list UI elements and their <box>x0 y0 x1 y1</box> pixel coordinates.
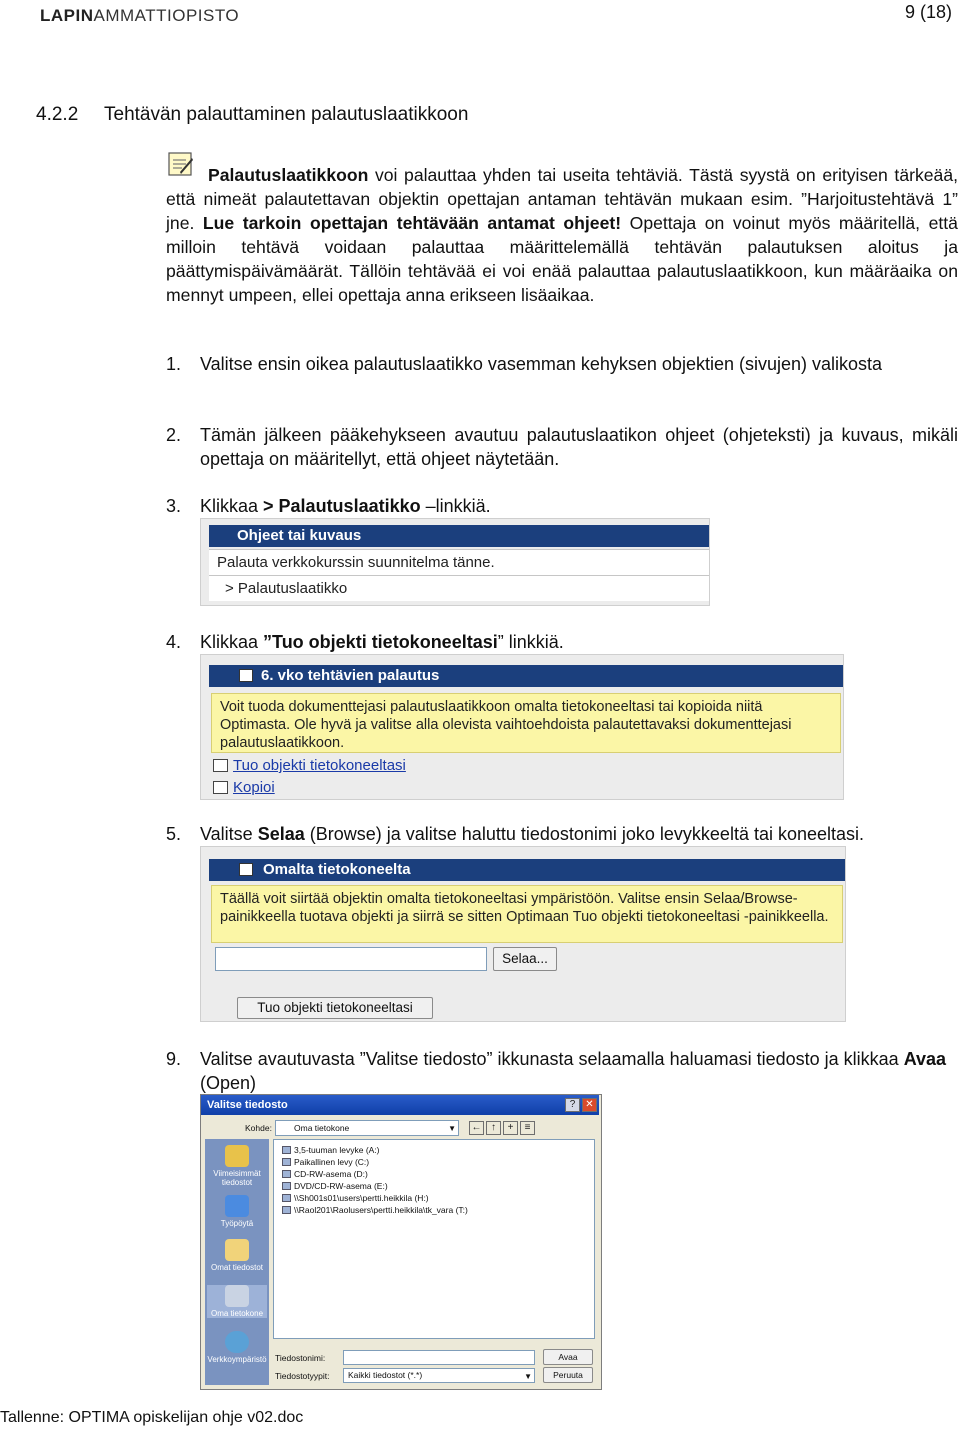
filename-input[interactable] <box>343 1350 535 1365</box>
upload-icon <box>213 759 228 772</box>
step-4 <box>166 630 958 654</box>
import-button[interactable]: Tuo objekti tietokoneeltasi <box>237 997 433 1019</box>
heading-number: 4.2.2 <box>36 104 79 125</box>
recent-icon <box>225 1145 249 1167</box>
section-heading <box>36 104 468 126</box>
logo-rest: AMMATTIOPISTO <box>93 6 240 25</box>
step-4-number: 4. <box>166 632 182 652</box>
intro-paragraph <box>166 163 958 307</box>
instructions-header <box>209 525 709 547</box>
heading-title: Tehtävän palauttaminen palautuslaatikkoon <box>104 104 469 125</box>
file-list[interactable] <box>273 1139 595 1339</box>
upload-header-title: Omalta tietokoneelta <box>263 861 411 878</box>
step-2-number: 2. <box>166 425 182 445</box>
computer-icon <box>239 863 253 876</box>
place-computer-label: Oma tietokone <box>210 1309 264 1318</box>
intro-rest: Opettaja on voinut myös määritellä, että milloin tehtävä voidaan palauttaa määrittelemällä tehtävän palautuksen aloitus ja päättymispäivämäärät. Tällöin tehtävää ei voi enää palauttaa palautuslaatikkoon, kun määräaika on mennyt umpeen, ellei opettaja anna erikseen lisäaikaa. <box>166 213 958 305</box>
intro-lead: Palautuslaatikkoon <box>208 165 369 185</box>
new-folder-icon[interactable]: + <box>503 1121 518 1135</box>
step-4-bold: ”Tuo objekti tietokoneeltasi <box>263 632 498 652</box>
screenshot-upload <box>200 846 846 1022</box>
header-logo <box>40 6 239 26</box>
step-2-text: Tämän jälkeen pääkehykseen avautuu palautuslaatikon ohjeet (ohjeteksti) ja kuvaus, mikäli opettaja on määritellyt, että ohjeet näytetään. <box>200 425 958 469</box>
chevron-down-icon: ▼ <box>524 1372 532 1381</box>
step-4-post: ” linkkiä. <box>497 632 564 652</box>
documents-icon <box>225 1239 249 1261</box>
place-computer[interactable] <box>207 1285 267 1318</box>
help-button[interactable]: ? <box>565 1098 580 1112</box>
page-icon <box>239 669 253 682</box>
instructions-text: Palauta verkkokurssin suunnitelma tänne. <box>209 549 709 575</box>
file-path-input[interactable] <box>215 947 487 971</box>
list-item[interactable]: 3,5-tuuman levyke (A:) <box>280 1144 580 1156</box>
close-button[interactable]: ✕ <box>582 1098 597 1112</box>
instructions-header-title: Ohjeet tai kuvaus <box>237 527 362 544</box>
up-folder-icon[interactable]: ↑ <box>486 1121 501 1135</box>
place-desktop[interactable] <box>207 1195 267 1228</box>
place-network[interactable] <box>207 1331 267 1364</box>
place-recent[interactable] <box>207 1145 267 1187</box>
open-button[interactable]: Avaa <box>543 1349 593 1365</box>
logo-bold: LAPIN <box>40 6 94 25</box>
list-item[interactable]: Paikallinen levy (C:) <box>280 1156 580 1168</box>
cancel-button[interactable]: Peruuta <box>543 1367 593 1383</box>
step-3-post: –linkkiä. <box>420 496 491 516</box>
step-1-number: 1. <box>166 354 182 374</box>
step-5-pre: Valitse <box>200 824 258 844</box>
lookin-label: Kohde: <box>245 1123 272 1133</box>
step-9-bold: Avaa <box>903 1049 947 1069</box>
dropbox-link[interactable]: > Palautuslaatikko <box>209 575 709 601</box>
place-documents[interactable] <box>207 1239 267 1272</box>
step-1-text: Valitse ensin oikea palautuslaatikko vasemman kehyksen objektien (sivujen) valikosta <box>200 354 883 374</box>
dialog-title: Valitse tiedosto <box>207 1099 288 1111</box>
step-3 <box>166 494 958 518</box>
filename-label: Tiedostonimi: <box>275 1353 326 1363</box>
step-9-pre: Valitse avautuvasta ”Valitse tiedosto” ikkunasta selaamalla haluamasi tiedosto ja klikkaa <box>200 1049 904 1069</box>
view-menu-icon[interactable]: ≡ <box>520 1121 535 1135</box>
filetype-label: Tiedostotyypit: <box>275 1371 330 1381</box>
list-item[interactable]: \\Sh001s01\users\pertti.heikkila (H:) <box>280 1192 580 1204</box>
upload-from-computer-link[interactable]: Tuo objekti tietokoneeltasi <box>233 757 406 774</box>
file-list-items <box>280 1144 580 1216</box>
chevron-down-icon: ▼ <box>448 1124 456 1133</box>
step-5-bold: Selaa <box>257 824 305 844</box>
dropbox-header <box>209 665 843 687</box>
lookin-value: Oma tietokone <box>294 1123 350 1133</box>
dialog-titlebar <box>201 1095 599 1115</box>
page-number: 9 (18) <box>904 2 952 22</box>
step-9-number: 9. <box>166 1049 182 1069</box>
intro-emphasis: Lue tarkoin opettajan tehtävään antamat ohjeet! <box>202 213 622 233</box>
place-recent-label: Viimeisimmät tiedostot <box>213 1169 261 1187</box>
file-dialog <box>200 1094 602 1390</box>
lookin-select[interactable] <box>275 1120 459 1136</box>
intro-lead-rest: voi palauttaa yhden tai useita tehtäviä. Tästä syystä on erityisen tärkeää, että nimeät palautettavan objektin opettajan antaman tehtävän mukaan esim. ”Harjoitustehtävä 1” jne. <box>166 165 958 233</box>
upload-header <box>209 859 845 881</box>
browse-button[interactable]: Selaa... <box>493 947 557 971</box>
step-2 <box>166 423 958 471</box>
step-3-number: 3. <box>166 496 182 516</box>
footer-filename: Tallenne: OPTIMA opiskelijan ohje v02.doc <box>0 1409 304 1426</box>
screenshot-instructions <box>200 518 710 606</box>
step-5 <box>166 822 958 846</box>
step-9-post: (Open) <box>200 1073 257 1093</box>
copy-icon <box>213 781 228 794</box>
filetype-value: Kaikki tiedostot (*.*) <box>348 1370 423 1380</box>
step-5-post: (Browse) ja valitse haluttu tiedostonimi joko levykkeeltä tai koneeltasi. <box>304 824 865 844</box>
step-4-pre: Klikkaa <box>200 632 264 652</box>
dropbox-notice: Voit tuoda dokumenttejasi palautuslaatikkoon omalta tietokoneeltasi tai kopioida niitä Optimasta. Ole hyvä ja valitse alla olevista vaihtoehdoista palautettavaksi dokumenttejasi palautuslaatikkoon. <box>211 693 841 753</box>
place-network-label: Verkkoympäristö <box>207 1355 267 1364</box>
dropbox-header-title: 6. vko tehtävien palautus <box>261 667 440 684</box>
desktop-icon <box>225 1195 249 1217</box>
places-bar <box>205 1139 269 1385</box>
place-desktop-label: Työpöytä <box>220 1219 254 1228</box>
copy-link[interactable]: Kopioi <box>233 779 275 796</box>
list-item[interactable]: CD-RW-asema (D:) <box>280 1168 580 1180</box>
step-3-bold: > Palautuslaatikko <box>263 496 421 516</box>
step-5-number: 5. <box>166 824 182 844</box>
filetype-select[interactable] <box>343 1368 535 1383</box>
network-icon <box>225 1331 249 1353</box>
place-documents-label: Omat tiedostot <box>210 1263 264 1272</box>
list-item[interactable]: \\Raol201\Raolusers\pertti.heikkila\tk_vara (T:) <box>280 1204 580 1216</box>
computer-place-icon <box>225 1285 249 1307</box>
upload-notice: Täällä voit siirtää objektin omalta tietokoneeltasi ympäristöön. Valitse ensin Selaa/Browse-painikkeella tuotava objekti ja siirrä se sitten Optimaan Tuo objekti tietokoneeltasi -painikkeella. <box>211 885 843 943</box>
screenshot-dropbox <box>200 654 844 800</box>
back-icon[interactable]: ← <box>469 1121 484 1135</box>
list-item[interactable]: DVD/CD-RW-asema (E:) <box>280 1180 580 1192</box>
step-1 <box>166 352 958 376</box>
step-3-pre: Klikkaa <box>200 496 264 516</box>
step-9 <box>166 1047 958 1095</box>
